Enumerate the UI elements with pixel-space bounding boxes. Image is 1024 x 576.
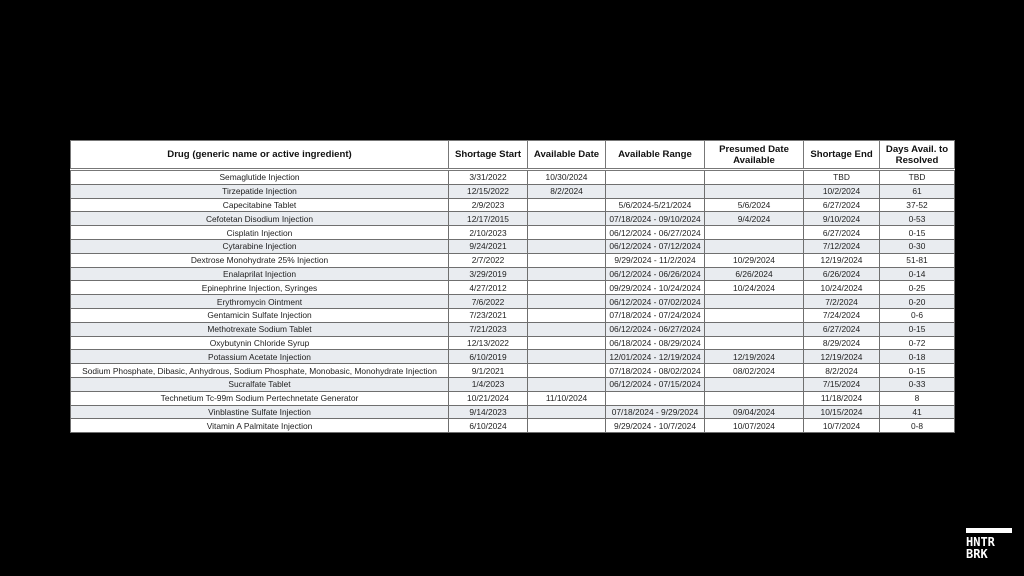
cell-shortage-start: 2/9/2023 xyxy=(449,198,528,212)
cell-available-date: 10/30/2024 xyxy=(528,170,606,185)
cell-shortage-start: 2/10/2023 xyxy=(449,226,528,240)
table-row xyxy=(71,295,955,309)
cell-drug: Semaglutide Injection xyxy=(71,170,449,185)
cell-days-avail-to-resolved: 41 xyxy=(880,405,955,419)
cell-available-range xyxy=(606,170,705,185)
table-body xyxy=(71,170,955,433)
cell-available-date xyxy=(528,295,606,309)
cell-drug: Potassium Acetate Injection xyxy=(71,350,449,364)
cell-drug: Cytarabine Injection xyxy=(71,239,449,253)
cell-available-range: 5/6/2024-5/21/2024 xyxy=(606,198,705,212)
table-row xyxy=(71,308,955,322)
cell-available-date xyxy=(528,226,606,240)
cell-shortage-start: 3/29/2019 xyxy=(449,267,528,281)
table-row xyxy=(71,281,955,295)
logo-bar xyxy=(966,528,1012,533)
cell-days-avail-to-resolved: 0-33 xyxy=(880,377,955,391)
cell-days-avail-to-resolved: 51-81 xyxy=(880,253,955,267)
cell-available-range: 07/18/2024 - 09/10/2024 xyxy=(606,212,705,226)
cell-days-avail-to-resolved: 37-52 xyxy=(880,198,955,212)
header-presumed-date-available: Presumed Date Available xyxy=(705,141,804,170)
cell-drug: Technetium Tc-99m Sodium Pertechnetate Generator xyxy=(71,391,449,405)
cell-available-date xyxy=(528,267,606,281)
cell-presumed-date-available xyxy=(705,239,804,253)
hntr-brk-logo xyxy=(966,528,1012,560)
cell-available-range: 09/29/2024 - 10/24/2024 xyxy=(606,281,705,295)
cell-available-date xyxy=(528,364,606,378)
cell-shortage-end: 11/18/2024 xyxy=(804,391,880,405)
cell-shortage-start: 12/15/2022 xyxy=(449,184,528,198)
cell-available-range: 06/12/2024 - 07/15/2024 xyxy=(606,377,705,391)
cell-days-avail-to-resolved: 0-18 xyxy=(880,350,955,364)
cell-shortage-start: 9/24/2021 xyxy=(449,239,528,253)
cell-shortage-end: 10/24/2024 xyxy=(804,281,880,295)
table-row xyxy=(71,170,955,185)
cell-available-date xyxy=(528,253,606,267)
header-shortage-start: Shortage Start xyxy=(449,141,528,170)
cell-presumed-date-available xyxy=(705,184,804,198)
cell-available-date xyxy=(528,239,606,253)
cell-days-avail-to-resolved: 0-20 xyxy=(880,295,955,309)
cell-available-date xyxy=(528,350,606,364)
table-row xyxy=(71,239,955,253)
cell-days-avail-to-resolved: 0-15 xyxy=(880,322,955,336)
cell-presumed-date-available xyxy=(705,391,804,405)
cell-drug: Capecitabine Tablet xyxy=(71,198,449,212)
table-header-row xyxy=(71,141,955,170)
cell-available-range: 07/18/2024 - 07/24/2024 xyxy=(606,308,705,322)
cell-days-avail-to-resolved: 61 xyxy=(880,184,955,198)
cell-shortage-end: 6/27/2024 xyxy=(804,226,880,240)
table-row xyxy=(71,405,955,419)
cell-days-avail-to-resolved: 0-14 xyxy=(880,267,955,281)
cell-days-avail-to-resolved: 0-53 xyxy=(880,212,955,226)
cell-available-date xyxy=(528,377,606,391)
cell-drug: Vitamin A Palmitate Injection xyxy=(71,419,449,433)
drug-shortage-table-container xyxy=(70,140,954,433)
cell-drug: Enalaprilat Injection xyxy=(71,267,449,281)
cell-shortage-start: 7/23/2021 xyxy=(449,308,528,322)
cell-available-range: 9/29/2024 - 10/7/2024 xyxy=(606,419,705,433)
cell-available-range: 07/18/2024 - 9/29/2024 xyxy=(606,405,705,419)
cell-drug: Dextrose Monohydrate 25% Injection xyxy=(71,253,449,267)
cell-presumed-date-available: 10/07/2024 xyxy=(705,419,804,433)
cell-drug: Methotrexate Sodium Tablet xyxy=(71,322,449,336)
table-row xyxy=(71,184,955,198)
header-drug: Drug (generic name or active ingredient) xyxy=(71,141,449,170)
table-row xyxy=(71,336,955,350)
cell-shortage-end: 8/29/2024 xyxy=(804,336,880,350)
cell-available-date: 11/10/2024 xyxy=(528,391,606,405)
header-shortage-end: Shortage End xyxy=(804,141,880,170)
table-row xyxy=(71,377,955,391)
cell-shortage-end: 12/19/2024 xyxy=(804,253,880,267)
cell-drug: Sodium Phosphate, Dibasic, Anhydrous, Sodium Phosphate, Monobasic, Monohydrate Injection xyxy=(71,364,449,378)
cell-presumed-date-available: 6/26/2024 xyxy=(705,267,804,281)
cell-shortage-end: 8/2/2024 xyxy=(804,364,880,378)
cell-presumed-date-available xyxy=(705,322,804,336)
cell-drug: Tirzepatide Injection xyxy=(71,184,449,198)
cell-presumed-date-available: 09/04/2024 xyxy=(705,405,804,419)
cell-shortage-end: 7/24/2024 xyxy=(804,308,880,322)
cell-available-date xyxy=(528,419,606,433)
cell-available-range: 06/12/2024 - 06/26/2024 xyxy=(606,267,705,281)
cell-shortage-end: 12/19/2024 xyxy=(804,350,880,364)
cell-drug: Cefotetan Disodium Injection xyxy=(71,212,449,226)
drug-shortage-table xyxy=(70,140,955,433)
cell-shortage-end: 7/15/2024 xyxy=(804,377,880,391)
cell-shortage-start: 7/21/2023 xyxy=(449,322,528,336)
cell-presumed-date-available xyxy=(705,226,804,240)
cell-drug: Erythromycin Ointment xyxy=(71,295,449,309)
cell-presumed-date-available: 12/19/2024 xyxy=(705,350,804,364)
cell-available-range xyxy=(606,391,705,405)
cell-shortage-start: 12/17/2015 xyxy=(449,212,528,226)
cell-available-date: 8/2/2024 xyxy=(528,184,606,198)
cell-shortage-start: 4/27/2012 xyxy=(449,281,528,295)
cell-shortage-end: 10/2/2024 xyxy=(804,184,880,198)
cell-shortage-end: 6/26/2024 xyxy=(804,267,880,281)
table-row xyxy=(71,419,955,433)
cell-days-avail-to-resolved: 0-15 xyxy=(880,364,955,378)
cell-days-avail-to-resolved: 0-6 xyxy=(880,308,955,322)
cell-shortage-start: 6/10/2024 xyxy=(449,419,528,433)
cell-days-avail-to-resolved: 0-25 xyxy=(880,281,955,295)
cell-available-date xyxy=(528,212,606,226)
logo-line-2: BRK xyxy=(966,547,988,561)
cell-available-range: 06/12/2024 - 06/27/2024 xyxy=(606,322,705,336)
cell-available-range xyxy=(606,184,705,198)
cell-presumed-date-available: 08/02/2024 xyxy=(705,364,804,378)
cell-presumed-date-available xyxy=(705,377,804,391)
table-row xyxy=(71,198,955,212)
table-row xyxy=(71,212,955,226)
cell-available-date xyxy=(528,198,606,212)
cell-shortage-start: 6/10/2019 xyxy=(449,350,528,364)
cell-available-date xyxy=(528,308,606,322)
cell-presumed-date-available: 9/4/2024 xyxy=(705,212,804,226)
cell-drug: Epinephrine Injection, Syringes xyxy=(71,281,449,295)
table-row xyxy=(71,364,955,378)
cell-available-range: 9/29/2024 - 11/2/2024 xyxy=(606,253,705,267)
cell-drug: Sucralfate Tablet xyxy=(71,377,449,391)
cell-shortage-start: 9/14/2023 xyxy=(449,405,528,419)
cell-days-avail-to-resolved: 0-72 xyxy=(880,336,955,350)
cell-shortage-end: 10/7/2024 xyxy=(804,419,880,433)
cell-presumed-date-available: 5/6/2024 xyxy=(705,198,804,212)
cell-shortage-end: 7/12/2024 xyxy=(804,239,880,253)
cell-available-range: 07/18/2024 - 08/02/2024 xyxy=(606,364,705,378)
cell-available-date xyxy=(528,322,606,336)
cell-shortage-end: TBD xyxy=(804,170,880,185)
cell-days-avail-to-resolved: 0-8 xyxy=(880,419,955,433)
cell-drug: Cisplatin Injection xyxy=(71,226,449,240)
cell-shortage-end: 7/2/2024 xyxy=(804,295,880,309)
cell-shortage-start: 2/7/2022 xyxy=(449,253,528,267)
cell-shortage-start: 7/6/2022 xyxy=(449,295,528,309)
table-row xyxy=(71,322,955,336)
cell-drug: Vinblastine Sulfate Injection xyxy=(71,405,449,419)
cell-available-range: 06/18/2024 - 08/29/2024 xyxy=(606,336,705,350)
logo-line-1: HNTR xyxy=(966,535,995,549)
cell-presumed-date-available xyxy=(705,336,804,350)
cell-available-date xyxy=(528,336,606,350)
table-row xyxy=(71,350,955,364)
cell-shortage-start: 10/21/2024 xyxy=(449,391,528,405)
cell-available-date xyxy=(528,405,606,419)
table-row xyxy=(71,267,955,281)
header-available-range: Available Range xyxy=(606,141,705,170)
table-row xyxy=(71,391,955,405)
cell-shortage-end: 10/15/2024 xyxy=(804,405,880,419)
cell-available-range: 06/12/2024 - 07/12/2024 xyxy=(606,239,705,253)
cell-presumed-date-available xyxy=(705,295,804,309)
cell-presumed-date-available: 10/24/2024 xyxy=(705,281,804,295)
header-available-date: Available Date xyxy=(528,141,606,170)
cell-shortage-end: 9/10/2024 xyxy=(804,212,880,226)
cell-days-avail-to-resolved: TBD xyxy=(880,170,955,185)
cell-drug: Gentamicin Sulfate Injection xyxy=(71,308,449,322)
table-row xyxy=(71,253,955,267)
cell-shortage-start: 12/13/2022 xyxy=(449,336,528,350)
cell-drug: Oxybutynin Chloride Syrup xyxy=(71,336,449,350)
cell-available-range: 06/12/2024 - 07/02/2024 xyxy=(606,295,705,309)
cell-days-avail-to-resolved: 8 xyxy=(880,391,955,405)
cell-presumed-date-available xyxy=(705,170,804,185)
cell-presumed-date-available xyxy=(705,308,804,322)
cell-available-range: 06/12/2024 - 06/27/2024 xyxy=(606,226,705,240)
cell-shortage-start: 3/31/2022 xyxy=(449,170,528,185)
cell-shortage-start: 9/1/2021 xyxy=(449,364,528,378)
cell-shortage-start: 1/4/2023 xyxy=(449,377,528,391)
table-row xyxy=(71,226,955,240)
cell-shortage-end: 6/27/2024 xyxy=(804,198,880,212)
cell-available-date xyxy=(528,281,606,295)
cell-days-avail-to-resolved: 0-15 xyxy=(880,226,955,240)
header-days-avail-to-resolved: Days Avail. to Resolved xyxy=(880,141,955,170)
cell-presumed-date-available: 10/29/2024 xyxy=(705,253,804,267)
cell-days-avail-to-resolved: 0-30 xyxy=(880,239,955,253)
cell-available-range: 12/01/2024 - 12/19/2024 xyxy=(606,350,705,364)
cell-shortage-end: 6/27/2024 xyxy=(804,322,880,336)
